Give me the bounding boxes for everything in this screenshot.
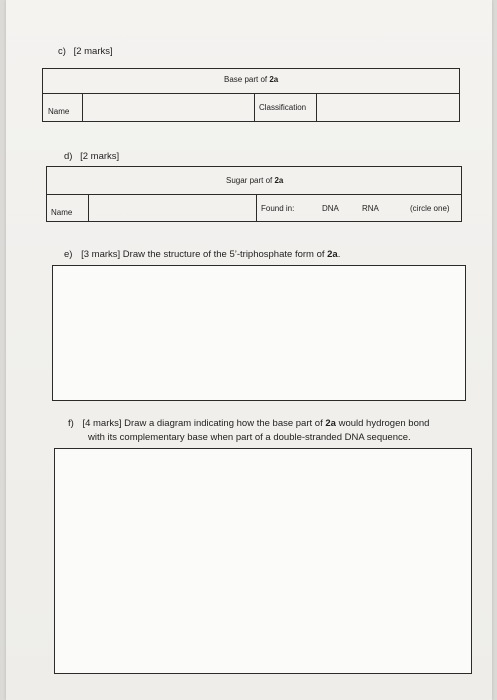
question-e-heading [64,249,340,260]
question-c-marks: [2 marks] [73,46,113,57]
question-f-marks: [4 marks] [82,418,122,429]
worksheet-page [6,0,492,700]
sugar-table-title-bold: 2a [274,176,284,185]
question-d-heading [64,151,119,162]
question-f-heading [68,418,429,429]
question-d-marks: [2 marks] [80,151,120,162]
sugar-table-col-divider-2 [256,194,257,222]
question-c-heading [58,46,113,57]
base-table-title-text: Base part of [224,75,270,84]
base-table-col-divider-1 [82,93,83,122]
question-e-text: Draw the structure of the 5’-triphosphate form of [122,249,328,260]
answer-box-e[interactable] [52,265,466,401]
answer-box-f[interactable] [54,448,472,674]
option-dna[interactable]: DNA [322,204,339,213]
question-e-label: e) [64,249,73,260]
question-f-label: f) [68,418,74,429]
base-classification-label: Classification [259,103,307,112]
question-e-text-end: . [337,249,341,260]
base-table-title [224,75,278,84]
sugar-table-divider [46,194,462,195]
sugar-table-col-divider-1 [88,194,89,222]
question-e-marks: [3 marks] [81,249,121,260]
base-name-label: Name [48,107,70,116]
sugar-name-label: Name [51,208,73,217]
sugar-table-title [226,176,283,185]
question-f-line1-end: would hydrogen bond [335,418,430,429]
question-e-bold: 2a [327,249,338,260]
base-table-title-bold: 2a [269,75,279,84]
sugar-table-title-text: Sugar part of [226,176,275,185]
question-d-label: d) [64,151,73,162]
base-table-divider [42,93,460,94]
option-rna[interactable]: RNA [362,204,379,213]
circle-one-note: (circle one) [410,204,450,213]
question-f-line1-text: Draw a diagram indicating how the base part of [124,418,326,429]
question-c-label: c) [58,46,66,57]
sugar-found-in-label: Found in: [261,204,295,213]
question-f-bold: 2a [325,418,336,429]
base-table-col-divider-2 [254,93,255,122]
question-f-line2: with its complementary base when part of a double-stranded DNA sequence. [88,432,411,443]
base-table-col-divider-3 [316,93,317,122]
